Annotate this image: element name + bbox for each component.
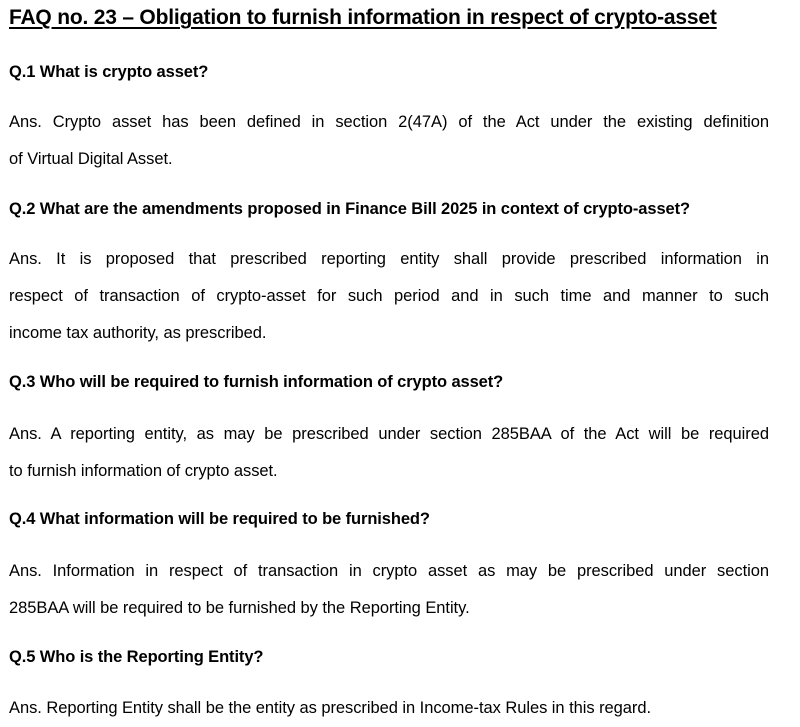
question-2: Q.2 What are the amendments proposed in Finance Bill 2025 in context of crypto-asset?	[9, 200, 690, 218]
answer-line: of Virtual Digital Asset.	[9, 150, 173, 168]
answer-1	[9, 104, 769, 178]
question-1: Q.1 What is crypto asset?	[9, 63, 209, 81]
answer-2	[9, 241, 769, 352]
faq-title: FAQ no. 23 – Obligation to furnish information in respect of crypto-asset	[9, 6, 717, 29]
question-5: Q.5 Who is the Reporting Entity?	[9, 648, 264, 666]
answer-line: income tax authority, as prescribed.	[9, 324, 267, 342]
answer-line: Ans. Reporting Entity shall be the entity as prescribed in Income-tax Rules in this regard.	[9, 699, 652, 717]
answer-3	[9, 416, 769, 490]
answer-line: Ans. It is proposed that prescribed reporting entity shall provide prescribed information in	[9, 250, 769, 268]
question-4: Q.4 What information will be required to be furnished?	[9, 510, 430, 528]
answer-5	[9, 690, 769, 727]
answer-line: respect of transaction of crypto-asset for such period and in such time and manner to such	[9, 287, 769, 305]
answer-line: to furnish information of crypto asset.	[9, 462, 278, 480]
question-3: Q.3 Who will be required to furnish information of crypto asset?	[9, 373, 504, 391]
answer-line: Ans. A reporting entity, as may be prescribed under section 285BAA of the Act will be required	[9, 425, 769, 443]
answer-line: 285BAA will be required to be furnished by the Reporting Entity.	[9, 599, 470, 617]
answer-line: Ans. Crypto asset has been defined in section 2(47A) of the Act under the existing definition	[9, 113, 769, 131]
answer-4	[9, 553, 769, 627]
answer-line: Ans. Information in respect of transaction in crypto asset as may be prescribed under section	[9, 562, 769, 580]
